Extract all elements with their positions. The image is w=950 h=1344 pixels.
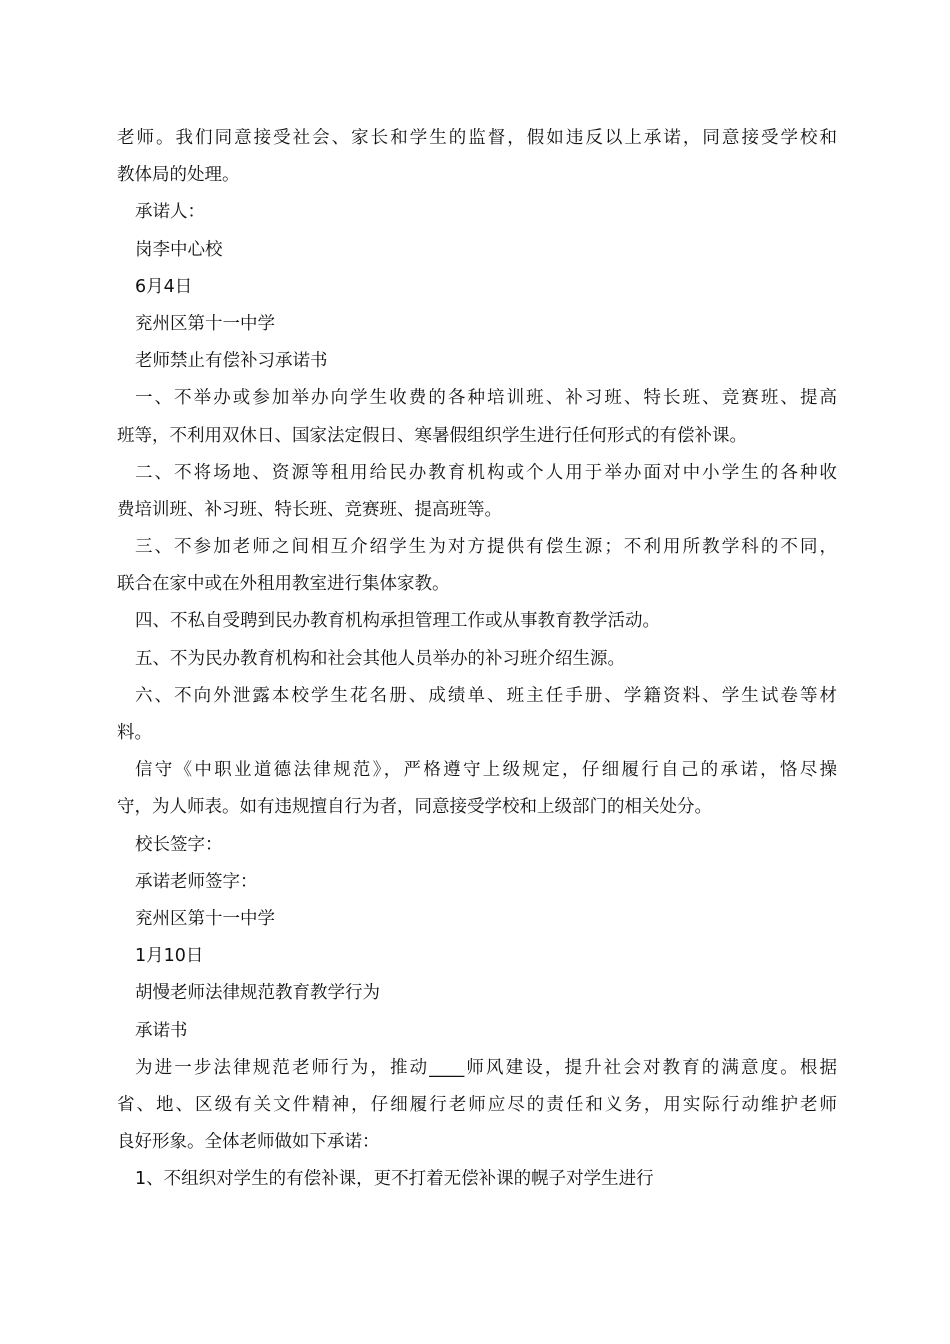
- text-line: 费培训班、补习班、特长班、竞赛班、提高班等。: [117, 499, 502, 520]
- text-line: 四、不私自受聘到民办教育机构承担管理工作或从事教育教学活动。: [135, 611, 660, 632]
- text-line: 六、不向外泄露本校学生花名册、成绩单、班主任手册、学籍资料、学生试卷等材: [135, 685, 837, 706]
- text-line: 信守《中职业道德法律规范》，严格遵守上级规定，仔细履行自己的承诺，恪尽操: [135, 760, 837, 781]
- text-line: 料。: [117, 723, 152, 743]
- text-line: 二、不将场地、资源等租用给民办教育机构或个人用于举办面对中小学生的各种收: [135, 462, 837, 483]
- text-line: 守，为人师表。如有违规擅自行为者，同意接受学校和上级部门的相关处分。: [117, 797, 712, 818]
- text-line: 老师。我们同意接受社会、家长和学生的监督，假如违反以上承诺，同意接受学校和: [117, 128, 837, 148]
- text-line: 老师禁止有偿补习承诺书: [135, 351, 328, 372]
- text-line: 承诺老师签字：: [135, 871, 258, 892]
- text-line: 1、不组织对学生的有偿补课，更不打着无偿补课的幌子对学生进行: [135, 1169, 654, 1190]
- text-line: 联合在家中或在外租用教室进行集体家教。: [117, 574, 450, 595]
- text-line: 兖州区第十一中学: [135, 908, 275, 929]
- text-line: 6月4日: [135, 276, 193, 297]
- text-line: 兖州区第十一中学: [135, 313, 275, 334]
- text-line: 一、不举办或参加举办向学生收费的各种培训班、补习班、特长班、竞赛班、提高: [135, 388, 837, 409]
- text-line: 1月10日: [135, 946, 204, 967]
- text-line: 承诺人：: [135, 202, 205, 223]
- text-line: 教体局的处理。: [117, 165, 240, 186]
- text-line: 为进一步法律规范老师行为，推动____师风建设，提升社会对教育的满意度。根据: [135, 1057, 837, 1078]
- text-line: 五、不为民办教育机构和社会其他人员举办的补习班介绍生源。: [135, 648, 625, 669]
- text-line: 胡慢老师法律规范教育教学行为: [135, 983, 380, 1004]
- document-body: [117, 120, 837, 1198]
- text-line: 省、地、区级有关文件精神，仔细履行老师应尽的责任和义务，用实际行动维护老师: [117, 1094, 837, 1115]
- text-line: 良好形象。全体老师做如下承诺：: [117, 1132, 380, 1153]
- text-line: 三、不参加老师之间相互介绍学生为对方提供有偿生源；不利用所教学科的不同，: [135, 537, 837, 558]
- text-line: 班等，不利用双休日、国家法定假日、寒暑假组织学生进行任何形式的有偿补课。: [117, 425, 747, 446]
- text-line: 岗李中心校: [135, 239, 223, 260]
- text-line: 校长签字：: [135, 834, 223, 855]
- text-line: 承诺书: [135, 1020, 188, 1041]
